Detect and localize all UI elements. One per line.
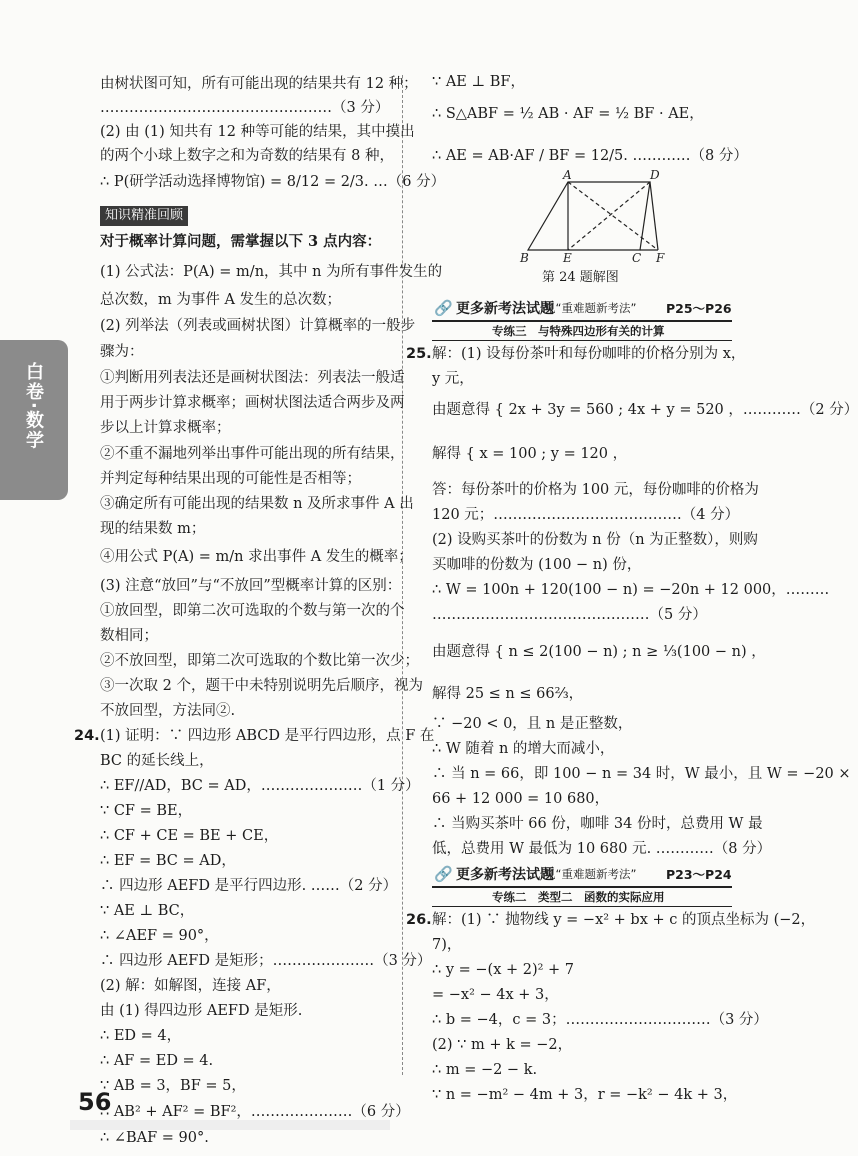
fig-label-a: A [563,168,572,182]
side-tab [0,340,68,500]
text-line: ∴ P(研学活动选择博物馆) = 8/12 = 2/3. …（6 分） [100,174,446,190]
side-tab-label: 白卷·数学 [23,362,44,451]
text-line: (2) 解：如解图，连接 AF， [100,978,281,994]
text-line: 66 + 12 000 = 10 680， [432,791,610,807]
banner-subtitle [432,886,732,907]
banner-subtitle-text: 专练三 与特殊四边形有关的计算 [492,324,665,338]
text-line: ∴ 当购买茶叶 66 份，咖啡 34 份时，总费用 W 最 [432,816,763,832]
review-tag: 知识精准回顾 [100,206,188,226]
question-number: 25. [406,346,432,362]
text-line: (3) 注意“放回”与“不放回”型概率计算的区别： [100,578,402,594]
text-line: ∴ ∠AEF = 90°， [100,928,219,944]
text-line: 由 (1) 得四边形 AEFD 是矩形. [100,1003,303,1019]
more-questions-banner [432,298,732,318]
fig-label-b: B [520,251,529,265]
text-line: 解得 { x = 100 ; y = 120 ， [432,446,628,462]
text-line: 步以上计算求概率； [100,420,231,436]
text-line: ∵ n = −m² − 4m + 3，r = −k² − 4k + 3， [432,1087,738,1103]
page-number: 56 [78,1088,112,1116]
fig-label-c: C [632,251,642,265]
text-line: ②不重不漏地列举出事件可能出现的所有结果， [100,446,405,462]
text-line: ∴ b = −4，c = 3；…………………………（3 分） [432,1012,768,1028]
column-divider [402,75,403,1075]
link-icon: 🔗 [434,299,453,317]
banner-ref: 见“重难题新考法” [544,301,637,315]
text-line: ∴ ∠BAF = 90°. [100,1130,209,1146]
text-line: BC 的延长线上， [100,753,214,769]
text-line: ④用公式 P(A) = m/n 求出事件 A 发生的概率； [100,549,413,565]
banner-title: 更多新考法试题 [456,301,554,317]
text-line: ③一次取 2 个，题干中未特别说明先后顺序，视为 [100,678,423,694]
parallelogram-abcd [528,182,650,250]
text-line: ∴ ED = 4， [100,1028,182,1044]
text-line: 数相同； [100,628,158,644]
segment-df [650,182,658,250]
more-questions-banner [432,864,732,884]
text-line: ③确定所有可能出现的结果数 n 及所求事件 A 出 [100,496,414,512]
text-line: ①放回型，即第二次可选取的个数与第一次的个 [100,603,405,619]
geometry-figure [518,168,678,265]
text-line: 由题意得 { 2x + 3y = 560 ; 4x + y = 520 ，…………（2 分） [432,402,858,418]
text-line: 用于两步计算求概率；画树状图法适合两步及两 [100,395,405,411]
text-line: 对于概率计算问题，需掌握以下 3 点内容： [100,233,382,250]
text-line: ∴ W 随着 n 的增大而减小， [432,741,615,757]
text-line: ∵ CF = BE， [100,803,193,819]
link-icon: 🔗 [434,865,453,883]
question-number: 26. [406,912,432,928]
text-line: ∴ y = −(x + 2)² + 7 [432,962,575,978]
banner-subtitle [432,320,732,341]
bottom-smudge [70,1120,390,1130]
text-line: 并判定每种结果出现的可能性是否相等； [100,471,361,487]
text-line: ∴ AB² + AF² = BF²，…………………（6 分） [100,1104,410,1120]
text-line: ∵ −20 < 0，且 n 是正整数， [432,716,633,732]
text-line: ∵ AE ⊥ BC， [100,903,195,919]
banner-pages: P25～P26 [666,301,732,316]
fig-label-d: D [650,168,660,182]
text-line: (2) 列举法（列表或画树状图）计算概率的一般步 [100,318,416,334]
text-line: 不放回型，方法同②. [100,703,236,719]
banner-subtitle-text: 专练二 类型二 函数的实际应用 [492,890,665,904]
text-line: (2) 由 (1) 知共有 12 种等可能的结果，其中摸出 [100,124,415,140]
text-line: …………………………………………（3 分） [100,100,390,116]
text-line: ∴ S△ABF = ½ AB · AF = ½ BF · AE， [432,106,704,122]
text-line: 解得 25 ≤ n ≤ 66⅔， [432,686,584,702]
text-line: y 元， [432,371,474,387]
text-line: 解：(1) 设每份茶叶和每份咖啡的价格分别为 x， [432,346,746,362]
text-line: ∴ EF//AD，BC = AD，…………………（1 分） [100,778,420,794]
text-line: 的两个小球上数字之和为奇数的结果有 8 种， [100,148,394,164]
text-line: ∴ AF = ED = 4. [100,1053,214,1069]
text-line: ∴ EF = BC = AD， [100,853,236,869]
text-line: 7)， [432,937,462,953]
text-line: 答：每份茶叶的价格为 100 元，每份咖啡的价格为 [432,482,759,498]
text-line: (2) ∵ m + k = −2， [432,1037,573,1053]
text-line: 骤为： [100,344,144,360]
text-line: 总次数，m 为事件 A 发生的总次数； [100,292,342,308]
text-line: ∴ W = 100n + 120(100 − n) = −20n + 12 000，……… [432,582,830,598]
banner-pages: P23～P24 [666,867,732,882]
figure-caption: 第 24 题解图 [542,270,619,285]
text-line: = −x² − 4x + 3， [432,987,559,1003]
text-line: 由树状图可知，所有可能出现的结果共有 12 种； [100,76,418,92]
text-line: 120 元；…………………………………（4 分） [432,507,740,523]
text-line: ∴ AE = AB·AF / BF = 12/5. …………（8 分） [432,148,748,164]
text-line: 解：(1) ∵ 抛物线 y = −x² + bx + c 的顶点坐标为 (−2， [432,912,816,928]
banner-title: 更多新考法试题 [456,867,554,883]
text-line: 现的结果数 m； [100,521,206,537]
text-line: 由题意得 { n ≤ 2(100 − n) ; n ≥ ⅓(100 − n) ， [432,644,766,660]
text-line: ∴ m = −2 − k. [432,1062,538,1078]
text-line: (1) 证明：∵ 四边形 ABCD 是平行四边形，点 F 在 [100,728,435,744]
text-line: ∴ 四边形 AEFD 是平行四边形. ……（2 分） [100,878,398,894]
text-line: (2) 设购买茶叶的份数为 n 份（n 为正整数），则购 [432,532,758,548]
text-line: ………………………………………（5 分） [432,607,707,623]
text-line: (1) 公式法：P(A) = m/n，其中 n 为所有事件发生的 [100,264,443,280]
text-line: 买咖啡的份数为 (100 − n) 份， [432,557,642,573]
text-line: ∴ 四边形 AEFD 是矩形；…………………（3 分） [100,953,432,969]
text-line: ∴ 当 n = 66，即 100 − n = 34 时，W 最小，且 W = −20 × [432,766,851,782]
text-line: ∵ AE ⊥ BF， [432,74,525,90]
question-number: 24. [74,728,100,744]
fig-label-e: E [563,251,572,265]
text-line: ∴ CF + CE = BE + CE， [100,828,279,844]
text-line: ①判断用列表法还是画树状图法：列表法一般适 [100,370,405,386]
text-line: ②不放回型，即第二次可选取的个数比第一次少； [100,653,419,669]
segment-de [568,182,650,250]
text-line: 低，总费用 W 最低为 10 680 元. …………（8 分） [432,841,772,857]
fig-label-f: F [656,251,665,265]
text-line: ∵ AB = 3，BF = 5， [100,1078,246,1094]
banner-ref: 见“重难题新考法” [544,867,637,881]
